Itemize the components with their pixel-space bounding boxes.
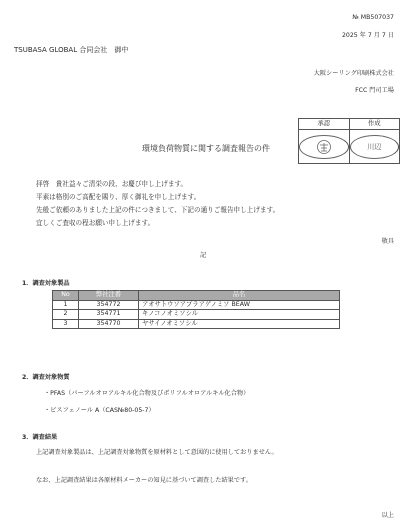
row-product-name: キノコノオミソシル: [139, 310, 340, 320]
row-order-no: 354770: [79, 319, 139, 329]
section3-heading: 3．調査結果: [22, 434, 58, 441]
row-product-name: アオサトウソアプラアゲノミソ BEAW: [139, 300, 340, 310]
document-title: 環境負荷物質に関する調査報告の件: [142, 144, 270, 153]
issuer-department: FCC 門司工場: [355, 87, 394, 94]
survey-note: なお、上記調査結果は各原材料メーカーの知見に基づいて調査した結果です。: [36, 477, 252, 484]
table-row: [53, 300, 340, 310]
ki-marker: 記: [200, 252, 207, 259]
document-number: № MB507037: [352, 14, 394, 21]
end-marker: 以上: [381, 512, 394, 519]
section2-heading: 2．調査対象物質: [22, 374, 70, 381]
greeting-line: 拝啓 貴社益々ご清栄の段、お慶び申し上げます。: [36, 180, 188, 188]
col-header-product-name: 品名: [139, 291, 340, 301]
substance-item: ・ビスフェノール A（CAS№80-05-7）: [44, 407, 155, 414]
greeting-line: 宜しくご査収の程お願い申し上げます。: [36, 219, 155, 227]
row-order-no: 354772: [79, 300, 139, 310]
section1-heading: 1．調査対象製品: [22, 280, 70, 287]
document-date: 2025 年 7 月 7 日: [341, 32, 394, 39]
approval-stamp-box: [298, 118, 400, 164]
recipient: TSUBASA GLOBAL 合同会社 御中: [14, 46, 129, 54]
greeting-paragraph: [36, 178, 396, 230]
col-header-no: No: [53, 291, 79, 301]
row-no: 2: [53, 310, 79, 320]
issuer-company: 大阪シーリング印刷株式会社: [313, 70, 394, 77]
table-header-row: [53, 291, 340, 301]
substance-item: ・PFAS（パーフルオロアルキル化合物及びポリフルオロアルキル化合物）: [44, 390, 250, 397]
row-product-name: ヤサイノオミソシル: [139, 319, 340, 329]
greeting-line: 平素は格別のご高配を賜り、厚く御礼を申し上げます。: [36, 193, 201, 201]
creator-header: 作成: [367, 120, 381, 127]
col-header-order-no: 弊社注番: [79, 291, 139, 301]
greeting-line: 先般ご依頼のありました上記の件につきまして、下記の通りご報告申し上げます。: [36, 206, 280, 214]
survey-result: 上記調査対象製品は、上記調査対象物質を原材料として意図的に使用しておりません。: [36, 449, 278, 456]
table-row: [53, 310, 340, 320]
table-row: [53, 319, 340, 329]
row-order-no: 354771: [79, 310, 139, 320]
creator-seal-text: 川辺: [367, 142, 382, 151]
product-table: [52, 290, 340, 329]
row-no: 3: [53, 319, 79, 329]
approval-header: 承認: [299, 119, 350, 129]
row-no: 1: [53, 300, 79, 310]
closing-word: 敬具: [381, 238, 394, 245]
